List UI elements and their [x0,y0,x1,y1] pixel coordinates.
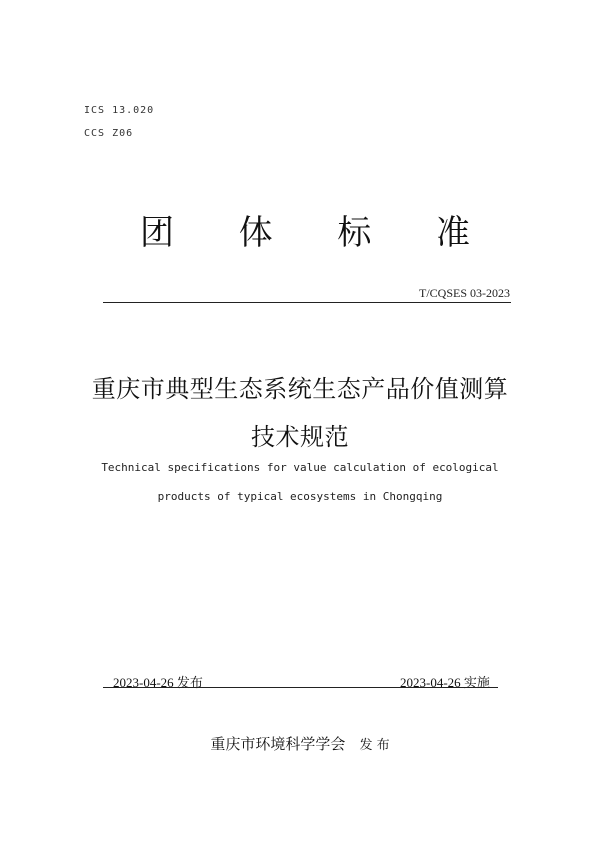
ics-code: ICS 13.020 [84,105,155,116]
english-title-line-1: Technical specifications for value calculation of ecological [101,461,499,474]
chinese-title-line-2: 技术规范 [251,423,349,451]
publisher-name: 重庆市环境科学学会 [210,735,346,753]
category-char: 体 [238,213,273,253]
bottom-divider [103,687,498,688]
issue-date: 2023-04-26 发布 [113,675,203,690]
english-title-line-2: products of typical ecosystems in Chongqing [157,490,443,503]
implementation-date: 2023-04-26 实施 [400,675,490,690]
top-divider [103,302,511,303]
ccs-code: CCS Z06 [84,128,134,139]
category-char: 团 [140,213,174,253]
category-char: 标 [337,213,372,253]
publisher-suffix: 发 布 [359,738,390,753]
category-char: 准 [435,213,470,253]
standard-number: T/CQSES 03-2023 [418,286,510,300]
standard-category-title [140,205,470,254]
publisher [0,733,600,754]
chinese-title-line-1: 重庆市典型生态系统生态产品价值测算 [91,375,509,403]
